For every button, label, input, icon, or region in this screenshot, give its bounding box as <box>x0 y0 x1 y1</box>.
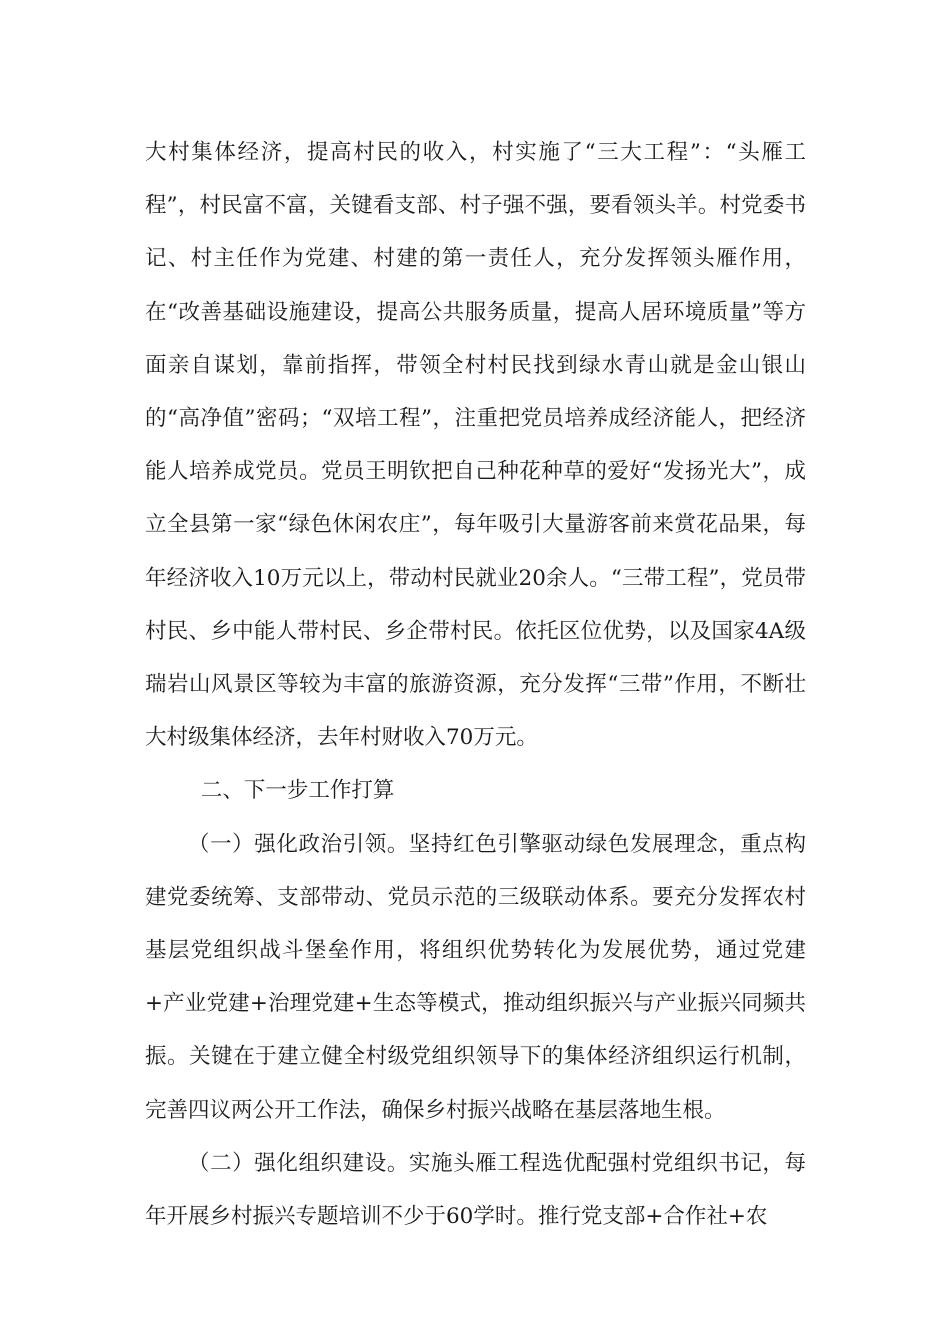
section-heading: 二、下一步工作打算 <box>200 778 395 804</box>
document-body <box>145 126 806 1243</box>
paragraph-continuation: 大村集体经济，提高村民的收入，村实施了“三大工程”：“头雁工程”，村民富不富，关键看支部、村子强不强，要看领头羊。村党委书记、村主任作为党建、村建的第一责任人，充分发挥领头雁作用，在“改善基础设施建设，提高公共服务质量，提高人居环境质量”等方面亲自谋划，靠前指挥，带领全村村民找到绿水青山就是金山银山的“高净值”密码；“双培工程”，注重把党员培养成经济能人，把经济能人培养成党员。党员王明钦把自己种花种草的爱好“发扬光大”，成立全县第一家“绿色休闲农庄”，每年吸引大量游客前来赏花品果，每年经济收入10万元以上，带动村民就业20余人。“三带工程”，党员带村民、乡中能人带村民、乡企带村民。依托区位优势，以及国家4A级瑞岩山风景区等较为丰富的旅游资源，充分发挥“三带”作用，不断壮大村级集体经济，去年村财收入70万元。 <box>145 140 806 751</box>
paragraph-item-2: （二）强化组织建设。实施头雁工程选优配强村党组织书记，每年开展乡村振兴专题培训不少于60学时。推行党支部+合作社+农 <box>145 1150 806 1230</box>
paragraph-item-1: （一）强化政治引领。坚持红色引擎驱动绿色发展理念，重点构建党委统筹、支部带动、党员示范的三级联动体系。要充分发挥农村基层党组织战斗堡垒作用，将组织优势转化为发展优势，通过党建+产业党建+治理党建+生态等模式，推动组织振兴与产业振兴同频共振。关键在于建立健全村级党组织领导下的集体经济组织运行机制，完善四议两公开工作法，确保乡村振兴战略在基层落地生根。 <box>145 831 806 1123</box>
